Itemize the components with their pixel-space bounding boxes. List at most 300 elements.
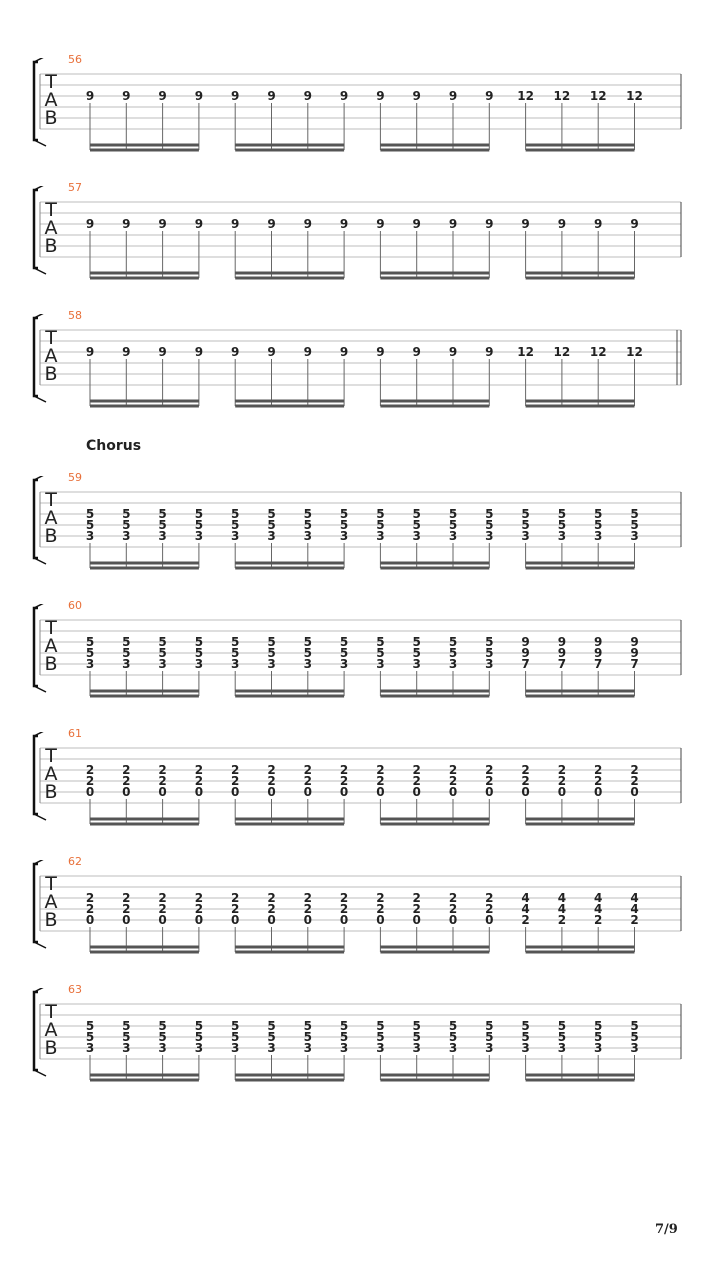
fret-number: 12 (589, 89, 607, 103)
fret-number: 5 (412, 518, 421, 532)
tab-clef-letter: A (44, 1019, 58, 1041)
fret-number: 4 (630, 902, 639, 916)
fret-number: 5 (448, 1019, 458, 1033)
fret-number: 5 (339, 1019, 349, 1033)
fret-number: 5 (231, 1030, 240, 1044)
fret-number: 5 (231, 518, 240, 532)
fret-number: 2 (557, 913, 567, 927)
fret-number: 5 (231, 635, 240, 649)
fret-number: 2 (267, 891, 276, 905)
fret-number: 0 (122, 913, 131, 927)
fret-number: 5 (594, 518, 603, 532)
fret-number: 3 (194, 1041, 204, 1055)
tab-clef-letter: B (44, 909, 58, 931)
fret-number: 2 (412, 774, 421, 788)
fret-number: 5 (158, 1019, 167, 1033)
system-bracket (34, 62, 38, 140)
fret-number: 5 (448, 635, 458, 649)
fret-number: 3 (267, 529, 276, 543)
fret-number: 0 (85, 913, 95, 927)
fret-number: 5 (485, 1019, 494, 1033)
fret-number: 3 (557, 529, 567, 543)
fret-number: 2 (376, 763, 385, 777)
fret-number: 9 (376, 345, 385, 359)
fret-number: 2 (158, 891, 167, 905)
fret-number: 3 (339, 1041, 349, 1055)
fret-number: 3 (267, 657, 276, 671)
fret-number: 5 (303, 635, 312, 649)
fret-number: 2 (630, 763, 639, 777)
fret-number: 2 (376, 902, 385, 916)
fret-number: 3 (194, 657, 204, 671)
tab-clef-letter: B (44, 363, 58, 385)
fret-number: 2 (412, 902, 421, 916)
fret-number: 5 (231, 1019, 240, 1033)
measure-number: 57 (68, 181, 82, 194)
fret-number: 9 (194, 217, 204, 231)
fret-number: 9 (521, 635, 530, 649)
tab-clef-letter: A (44, 345, 58, 367)
fret-number: 9 (594, 646, 603, 660)
fret-number: 5 (412, 1030, 421, 1044)
fret-number: 2 (485, 891, 494, 905)
fret-number: 3 (412, 529, 421, 543)
fret-number: 5 (339, 1030, 349, 1044)
fret-number: 9 (448, 345, 458, 359)
fret-number: 3 (85, 529, 95, 543)
fret-number: 5 (122, 507, 131, 521)
fret-number: 0 (122, 785, 131, 799)
fret-number: 2 (122, 902, 131, 916)
tab-clef-letter: T (45, 327, 57, 349)
fret-number: 5 (376, 1019, 385, 1033)
fret-number: 3 (158, 1041, 167, 1055)
fret-number: 5 (376, 518, 385, 532)
fret-number: 5 (267, 1019, 276, 1033)
fret-number: 9 (267, 217, 276, 231)
section-label-chorus: Chorus (86, 438, 142, 454)
fret-number: 9 (303, 345, 312, 359)
fret-number: 9 (194, 89, 204, 103)
measure-number: 58 (68, 309, 82, 322)
tab-clef-letter: B (44, 525, 58, 547)
fret-number: 2 (267, 763, 276, 777)
fret-number: 5 (122, 635, 131, 649)
fret-number: 9 (231, 345, 240, 359)
fret-number: 2 (448, 902, 458, 916)
system-bracket (34, 992, 38, 1070)
fret-number: 9 (158, 89, 167, 103)
fret-number: 7 (521, 657, 530, 671)
fret-number: 5 (557, 1030, 567, 1044)
fret-number: 3 (194, 529, 204, 543)
tab-clef-letter: T (45, 489, 57, 511)
fret-number: 5 (521, 518, 530, 532)
fret-number: 3 (231, 529, 240, 543)
fret-number: 3 (158, 657, 167, 671)
fret-number: 0 (521, 785, 530, 799)
fret-number: 0 (85, 785, 95, 799)
fret-number: 7 (594, 657, 603, 671)
tab-system (0, 58, 720, 158)
fret-number: 5 (194, 646, 204, 660)
fret-number: 5 (339, 635, 349, 649)
fret-number: 12 (589, 345, 607, 359)
fret-number: 0 (339, 913, 349, 927)
fret-number: 2 (339, 774, 349, 788)
fret-number: 5 (194, 1030, 204, 1044)
fret-number: 5 (231, 507, 240, 521)
fret-number: 3 (630, 529, 639, 543)
tab-clef-letter: B (44, 653, 58, 675)
fret-number: 5 (267, 646, 276, 660)
fret-number: 9 (85, 345, 95, 359)
fret-number: 5 (412, 635, 421, 649)
tab-system (0, 988, 720, 1088)
tab-clef-letter: T (45, 199, 57, 221)
fret-number: 5 (122, 646, 131, 660)
fret-number: 5 (303, 518, 312, 532)
fret-number: 2 (485, 902, 494, 916)
fret-number: 12 (553, 89, 571, 103)
fret-number: 4 (594, 891, 603, 905)
fret-number: 9 (412, 345, 421, 359)
fret-number: 5 (194, 1019, 204, 1033)
measure-number: 61 (68, 727, 82, 740)
fret-number: 9 (557, 635, 567, 649)
fret-number: 4 (630, 891, 639, 905)
fret-number: 2 (231, 891, 240, 905)
fret-number: 5 (485, 635, 494, 649)
fret-number: 5 (412, 646, 421, 660)
fret-number: 9 (412, 89, 421, 103)
fret-number: 2 (231, 774, 240, 788)
fret-number: 5 (594, 507, 603, 521)
measure-number: 63 (68, 983, 82, 996)
fret-number: 3 (448, 529, 458, 543)
fret-number: 0 (376, 913, 385, 927)
fret-number: 0 (376, 785, 385, 799)
fret-number: 12 (517, 89, 534, 103)
fret-number: 2 (521, 763, 530, 777)
fret-number: 4 (521, 902, 530, 916)
fret-number: 5 (485, 518, 494, 532)
measure-number: 56 (68, 53, 82, 66)
fret-number: 9 (158, 345, 167, 359)
fret-number: 4 (594, 902, 603, 916)
fret-number: 5 (267, 507, 276, 521)
fret-number: 5 (448, 518, 458, 532)
fret-number: 0 (267, 785, 276, 799)
fret-number: 5 (448, 646, 458, 660)
fret-number: 2 (521, 913, 530, 927)
fret-number: 2 (231, 902, 240, 916)
fret-number: 0 (194, 913, 204, 927)
measure-number: 62 (68, 855, 82, 868)
system-bracket (34, 608, 38, 686)
fret-number: 5 (231, 646, 240, 660)
fret-number: 5 (85, 1030, 95, 1044)
fret-number: 7 (557, 657, 567, 671)
fret-number: 9 (267, 89, 276, 103)
fret-number: 2 (194, 902, 204, 916)
fret-number: 2 (122, 891, 131, 905)
fret-number: 3 (376, 657, 385, 671)
fret-number: 5 (158, 518, 167, 532)
fret-number: 5 (521, 507, 530, 521)
fret-number: 5 (630, 507, 639, 521)
fret-number: 5 (630, 1030, 639, 1044)
fret-number: 4 (557, 902, 567, 916)
fret-number: 9 (521, 217, 530, 231)
fret-number: 5 (85, 507, 95, 521)
fret-number: 5 (630, 518, 639, 532)
measure-number: 60 (68, 599, 82, 612)
fret-number: 9 (122, 89, 131, 103)
fret-number: 5 (448, 1030, 458, 1044)
fret-number: 0 (557, 785, 567, 799)
fret-number: 3 (339, 529, 349, 543)
fret-number: 3 (485, 529, 494, 543)
fret-number: 3 (85, 657, 95, 671)
fret-number: 5 (303, 646, 312, 660)
fret-number: 5 (448, 507, 458, 521)
fret-number: 0 (231, 785, 240, 799)
fret-number: 2 (85, 891, 95, 905)
fret-number: 3 (630, 1041, 639, 1055)
fret-number: 5 (303, 1019, 312, 1033)
fret-number: 9 (448, 89, 458, 103)
fret-number: 5 (339, 507, 349, 521)
fret-number: 0 (158, 913, 167, 927)
fret-number: 2 (485, 774, 494, 788)
fret-number: 0 (594, 785, 603, 799)
tab-system (0, 732, 720, 832)
fret-number: 0 (339, 785, 349, 799)
fret-number: 2 (122, 763, 131, 777)
fret-number: 2 (267, 774, 276, 788)
fret-number: 5 (485, 646, 494, 660)
fret-number: 5 (85, 518, 95, 532)
page-number: 7/9 (655, 1222, 678, 1237)
fret-number: 9 (594, 217, 603, 231)
fret-number: 2 (303, 891, 312, 905)
tab-clef-letter: A (44, 891, 58, 913)
fret-number: 0 (412, 913, 421, 927)
fret-number: 3 (485, 1041, 494, 1055)
fret-number: 9 (303, 217, 312, 231)
tab-clef-letter: B (44, 107, 58, 129)
measure-number: 59 (68, 471, 82, 484)
fret-number: 2 (339, 891, 349, 905)
fret-number: 5 (122, 1030, 131, 1044)
fret-number: 5 (485, 507, 494, 521)
fret-number: 2 (158, 902, 167, 916)
fret-number: 9 (231, 217, 240, 231)
fret-number: 5 (85, 646, 95, 660)
tab-clef-letter: A (44, 507, 58, 529)
fret-number: 5 (303, 1030, 312, 1044)
fret-number: 9 (85, 217, 95, 231)
fret-number: 5 (557, 518, 567, 532)
fret-number: 3 (158, 529, 167, 543)
fret-number: 9 (557, 217, 567, 231)
fret-number: 3 (557, 1041, 567, 1055)
fret-number: 2 (594, 774, 603, 788)
fret-number: 5 (158, 507, 167, 521)
fret-number: 5 (485, 1030, 494, 1044)
tab-clef-letter: T (45, 1001, 57, 1023)
fret-number: 9 (485, 217, 494, 231)
fret-number: 2 (194, 891, 204, 905)
tab-clef-letter: T (45, 617, 57, 639)
fret-number: 9 (339, 217, 349, 231)
fret-number: 5 (194, 518, 204, 532)
fret-number: 0 (448, 785, 458, 799)
fret-number: 3 (376, 529, 385, 543)
fret-number: 0 (267, 913, 276, 927)
fret-number: 3 (521, 529, 530, 543)
fret-number: 3 (122, 529, 131, 543)
fret-number: 5 (594, 1019, 603, 1033)
fret-number: 9 (339, 345, 349, 359)
fret-number: 0 (485, 785, 494, 799)
fret-number: 2 (122, 774, 131, 788)
fret-number: 0 (158, 785, 167, 799)
fret-number: 2 (448, 891, 458, 905)
fret-number: 2 (376, 774, 385, 788)
tab-clef-letter: A (44, 89, 58, 111)
fret-number: 3 (448, 1041, 458, 1055)
fret-number: 5 (85, 1019, 95, 1033)
fret-number: 9 (231, 89, 240, 103)
fret-number: 2 (448, 774, 458, 788)
fret-number: 9 (448, 217, 458, 231)
fret-number: 3 (231, 1041, 240, 1055)
fret-number: 5 (594, 1030, 603, 1044)
fret-number: 9 (630, 646, 639, 660)
fret-number: 12 (626, 89, 643, 103)
fret-number: 0 (303, 785, 312, 799)
fret-number: 3 (412, 657, 421, 671)
fret-number: 2 (594, 913, 603, 927)
fret-number: 3 (594, 529, 603, 543)
fret-number: 9 (158, 217, 167, 231)
fret-number: 7 (630, 657, 639, 671)
tab-clef-letter: T (45, 71, 57, 93)
fret-number: 2 (557, 763, 567, 777)
fret-number: 2 (158, 774, 167, 788)
tab-clef-letter: B (44, 235, 58, 257)
fret-number: 2 (194, 763, 204, 777)
fret-number: 2 (521, 774, 530, 788)
fret-number: 2 (231, 763, 240, 777)
fret-number: 5 (557, 507, 567, 521)
fret-number: 9 (122, 217, 131, 231)
fret-number: 5 (376, 1030, 385, 1044)
fret-number: 2 (339, 763, 349, 777)
fret-number: 3 (412, 1041, 421, 1055)
fret-number: 5 (339, 646, 349, 660)
fret-number: 5 (376, 635, 385, 649)
fret-number: 2 (339, 902, 349, 916)
fret-number: 5 (412, 1019, 421, 1033)
fret-number: 12 (517, 345, 534, 359)
fret-number: 3 (267, 1041, 276, 1055)
fret-number: 5 (303, 507, 312, 521)
fret-number: 0 (485, 913, 494, 927)
fret-number: 2 (448, 763, 458, 777)
fret-number: 9 (267, 345, 276, 359)
tab-system (0, 604, 720, 704)
fret-number: 3 (339, 657, 349, 671)
system-bracket (34, 318, 38, 396)
tab-system (0, 186, 720, 286)
fret-number: 3 (303, 529, 312, 543)
fret-number: 9 (485, 345, 494, 359)
fret-number: 5 (158, 635, 167, 649)
fret-number: 5 (194, 635, 204, 649)
fret-number: 2 (630, 774, 639, 788)
tab-clef-letter: T (45, 873, 57, 895)
fret-number: 12 (626, 345, 643, 359)
system-bracket (34, 864, 38, 942)
fret-number: 2 (158, 763, 167, 777)
tab-clef-letter: A (44, 217, 58, 239)
fret-number: 5 (122, 1019, 131, 1033)
fret-number: 9 (630, 635, 639, 649)
fret-number: 5 (122, 518, 131, 532)
fret-number: 9 (122, 345, 131, 359)
system-bracket (34, 190, 38, 268)
fret-number: 2 (267, 902, 276, 916)
fret-number: 5 (521, 1019, 530, 1033)
fret-number: 5 (158, 646, 167, 660)
fret-number: 0 (194, 785, 204, 799)
fret-number: 2 (303, 902, 312, 916)
fret-number: 3 (448, 657, 458, 671)
fret-number: 9 (339, 89, 349, 103)
fret-number: 5 (158, 1030, 167, 1044)
tab-system (0, 860, 720, 960)
fret-number: 2 (303, 763, 312, 777)
fret-number: 0 (630, 785, 639, 799)
fret-number: 9 (521, 646, 530, 660)
system-bracket (34, 480, 38, 558)
tab-clef-letter: B (44, 781, 58, 803)
fret-number: 5 (376, 507, 385, 521)
fret-number: 0 (231, 913, 240, 927)
system-bracket (34, 736, 38, 814)
tab-clef-letter: A (44, 635, 58, 657)
fret-number: 2 (594, 763, 603, 777)
fret-number: 3 (485, 657, 494, 671)
fret-number: 9 (557, 646, 567, 660)
fret-number: 3 (303, 657, 312, 671)
fret-number: 2 (485, 763, 494, 777)
fret-number: 5 (376, 646, 385, 660)
fret-number: 9 (412, 217, 421, 231)
fret-number: 3 (594, 1041, 603, 1055)
fret-number: 5 (557, 1019, 567, 1033)
fret-number: 3 (303, 1041, 312, 1055)
fret-number: 5 (267, 635, 276, 649)
fret-number: 2 (303, 774, 312, 788)
fret-number: 9 (85, 89, 95, 103)
fret-number: 3 (376, 1041, 385, 1055)
fret-number: 2 (412, 763, 421, 777)
fret-number: 5 (412, 507, 421, 521)
